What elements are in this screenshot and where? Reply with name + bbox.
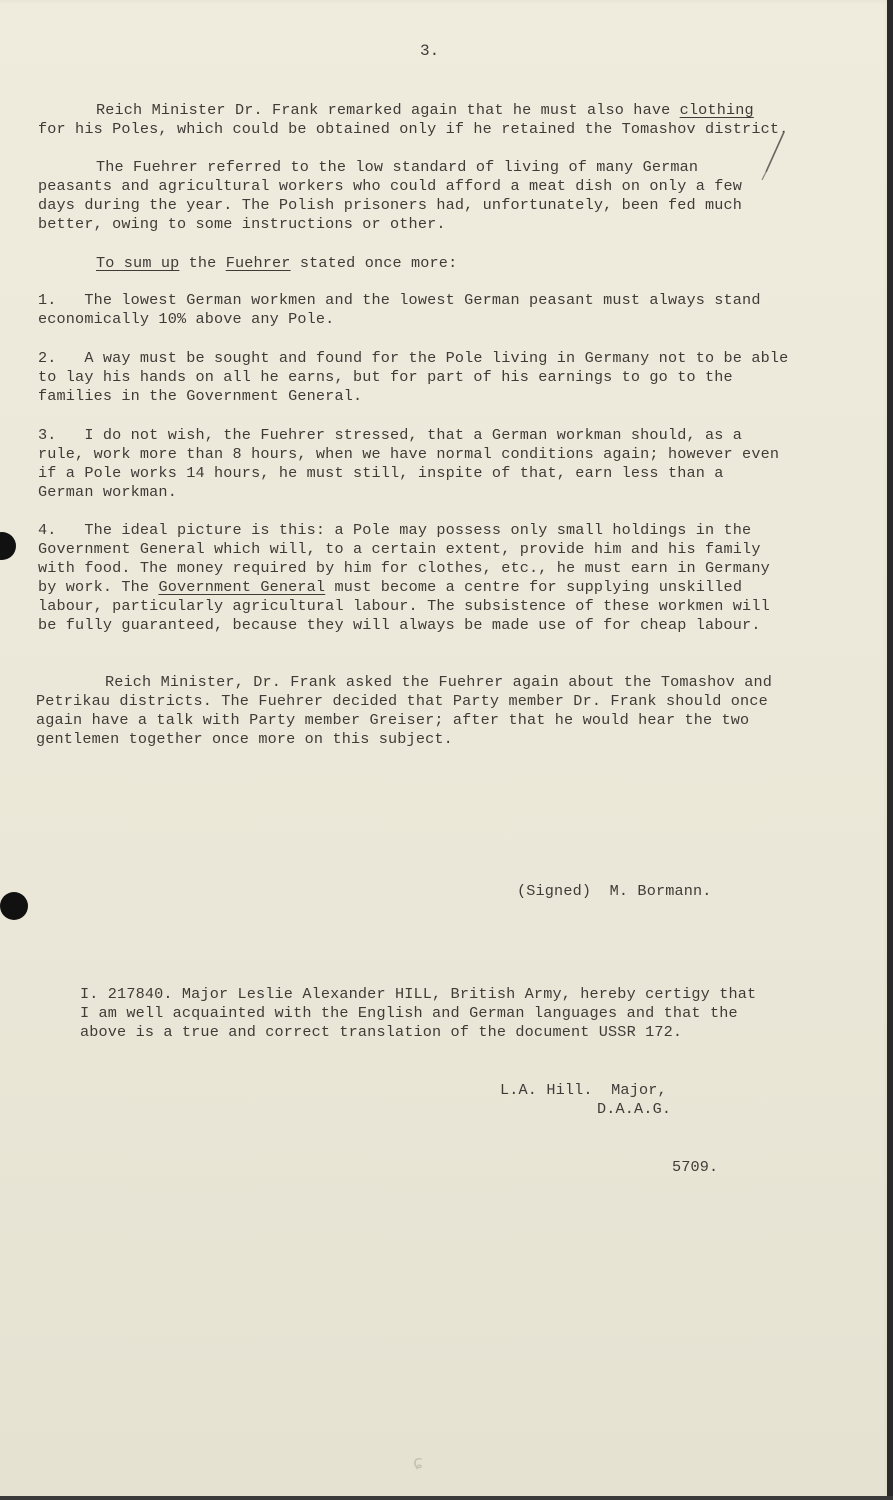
point-4-line3: with food. The money required by him for clothes, etc., he must earn in Germany xyxy=(38,559,770,577)
signature-line: (Signed) M. Bormann. xyxy=(517,882,712,900)
page-edge-right xyxy=(887,0,893,1500)
point-1-line2: economically 10% above any Pole. xyxy=(38,310,335,328)
underlined-sum-up: To sum up xyxy=(96,254,180,272)
point-2-line3: families in the Government General. xyxy=(38,387,363,405)
text-segment: must become a centre for supplying unskilled xyxy=(325,578,743,596)
point-4-line2: Government General which will, to a certain extent, provide him and his family xyxy=(38,540,761,558)
page-edge-bottom xyxy=(0,1496,893,1500)
paragraph-tomashov-line1: Reich Minister, Dr. Frank asked the Fuehrer again about the Tomashov and xyxy=(105,673,773,691)
paragraph-tomashov-line3: again have a talk with Party member Greiser; after that he would hear the two xyxy=(36,711,750,729)
point-4-line5: labour, particularly agricultural labour. The subsistence of these workmen will xyxy=(38,597,770,615)
underlined-government-general: Government General xyxy=(158,578,326,596)
point-4-line6: be fully guaranteed, because they will always be made use of for cheap labour. xyxy=(38,616,761,634)
sum-up-heading xyxy=(96,254,457,273)
paragraph-frank-clothing-line2: for his Poles, which could be obtained only if he retained the Tomashov district. xyxy=(38,120,789,138)
paragraph-tomashov-line4: gentlemen together once more on this subject. xyxy=(36,730,453,748)
handwritten-check-mark xyxy=(758,128,788,180)
paragraph-living-standard-line3: days during the year. The Polish prisoners had, unfortunately, been fed much xyxy=(38,196,743,214)
point-4-line4 xyxy=(38,578,742,597)
punch-hole-bottom xyxy=(0,892,28,920)
point-3-line1: 3. I do not wish, the Fuehrer stressed, that a German workman should, as a xyxy=(38,426,743,444)
document-number: 5709. xyxy=(672,1158,719,1176)
certification-line2: I am well acquainted with the English and German languages and that the xyxy=(80,1004,738,1022)
paragraph-living-standard-line1: The Fuehrer referred to the low standard of living of many German xyxy=(96,158,699,176)
text-segment: Reich Minister Dr. Frank remarked again that he must also have xyxy=(96,101,680,119)
point-2-line1: 2. A way must be sought and found for the Pole living in Germany not to be able xyxy=(38,349,789,367)
page-number: 3. xyxy=(420,42,440,60)
punch-hole-top xyxy=(0,532,16,560)
point-1-line1: 1. The lowest German workmen and the lowest German peasant must always stand xyxy=(38,291,761,309)
text-segment: stated once more: xyxy=(290,254,458,272)
certification-line1: I. 217840. Major Leslie Alexander HILL, British Army, hereby certigy that xyxy=(80,985,757,1003)
point-4-line1: 4. The ideal picture is this: a Pole may possess only small holdings in the xyxy=(38,521,752,539)
underlined-fuehrer: Fuehrer xyxy=(225,254,291,272)
point-2-line2: to lay his hands on all he earns, but for part of his earnings to go to the xyxy=(38,368,733,386)
translator-name: L.A. Hill. Major, xyxy=(500,1081,667,1099)
underlined-clothing: clothing xyxy=(679,101,754,119)
paragraph-living-standard-line2: peasants and agricultural workers who could afford a meat dish on only a few xyxy=(38,177,743,195)
paragraph-tomashov-line2: Petrikau districts. The Fuehrer decided that Party member Dr. Frank should once xyxy=(36,692,768,710)
text-segment: by work. The xyxy=(38,578,159,596)
certification-line3: above is a true and correct translation of the document USSR 172. xyxy=(80,1023,683,1041)
text-segment: the xyxy=(179,254,226,272)
paragraph-living-standard-line4: better, owing to some instructions or other. xyxy=(38,215,446,233)
faint-pencil-mark: ɕ xyxy=(413,1452,423,1473)
point-3-line3: if a Pole works 14 hours, he must still, inspite of that, earn less than a xyxy=(38,464,724,482)
point-3-line4: German workman. xyxy=(38,483,177,501)
paragraph-frank-clothing-line1 xyxy=(96,101,754,120)
point-3-line2: rule, work more than 8 hours, when we have normal conditions again; however even xyxy=(38,445,780,463)
translator-title: D.A.A.G. xyxy=(597,1100,672,1118)
